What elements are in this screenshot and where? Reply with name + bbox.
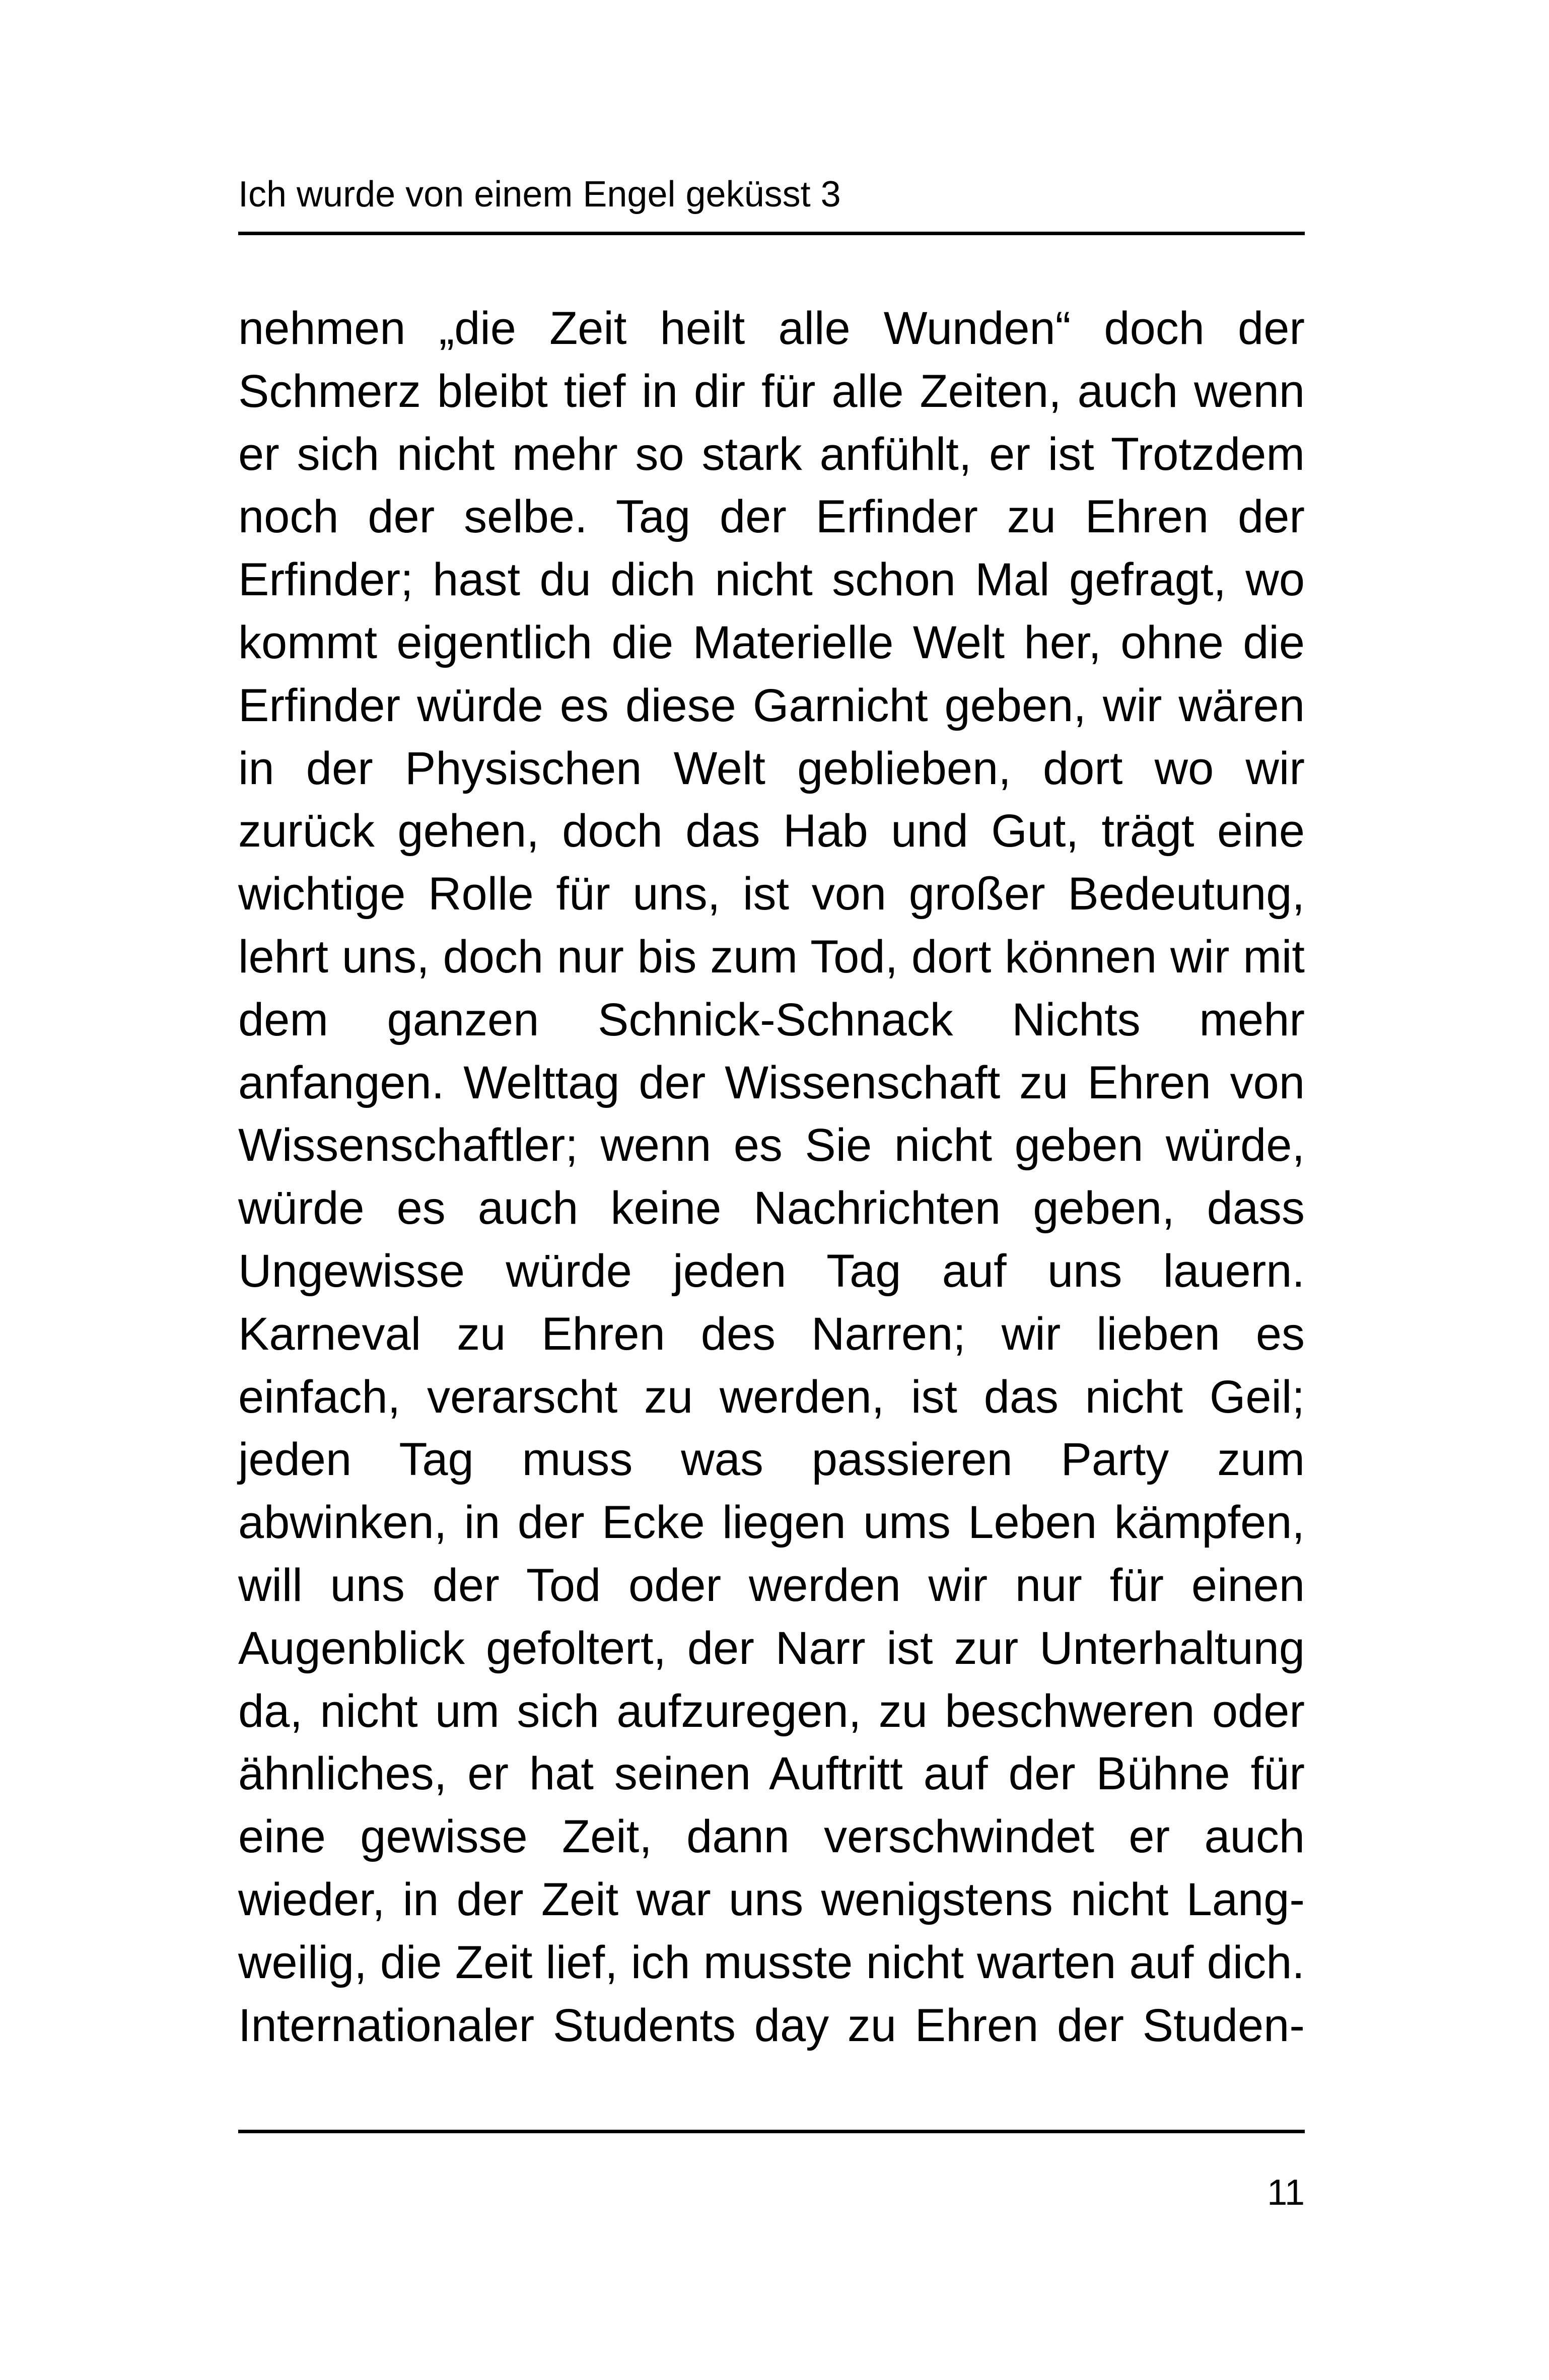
body-line: kommt eigentlich die Materielle Welt her, ohne die bbox=[238, 616, 1305, 668]
body-line: weilig, die Zeit lief, ich musste nicht warten auf dich. bbox=[238, 1936, 1305, 1988]
body-line: Augenblick gefoltert, der Narr ist zur Unterhaltung bbox=[238, 1622, 1305, 1674]
body-line: Erfinder; hast du dich nicht schon Mal gefragt, wo bbox=[238, 554, 1305, 606]
body-line: zurück gehen, doch das Hab und Gut, trägt eine bbox=[238, 805, 1305, 857]
body-line: Karneval zu Ehren des Narren; wir lieben es bbox=[238, 1308, 1305, 1360]
body-line: ähnliches, er hat seinen Auftritt auf der Bühne für bbox=[238, 1748, 1305, 1800]
body-line: da, nicht um sich aufzuregen, zu beschweren oder bbox=[238, 1685, 1305, 1737]
body-line: würde es auch keine Nachrichten geben, dass bbox=[238, 1182, 1305, 1234]
body-line: Internationaler Students day zu Ehren der Studen- bbox=[238, 1999, 1305, 2051]
body-line: abwinken, in der Ecke liegen ums Leben kämpfen, bbox=[238, 1497, 1305, 1549]
body-line: lehrt uns, doch nur bis zum Tod, dort können wir mit bbox=[238, 931, 1305, 983]
body-line: Schmerz bleibt tief in dir für alle Zeiten, auch wenn bbox=[238, 365, 1305, 417]
page-number: 11 bbox=[1267, 2173, 1305, 2213]
header-rule bbox=[238, 232, 1305, 235]
body-line: Ungewisse würde jeden Tag auf uns lauern. bbox=[238, 1245, 1305, 1297]
body-line: nehmen „die Zeit heilt alle Wunden“ doch der bbox=[238, 303, 1305, 354]
body-line: anfangen. Welttag der Wissenschaft zu Ehren von bbox=[238, 1057, 1305, 1108]
body-line: eine gewisse Zeit, dann verschwindet er auch bbox=[238, 1811, 1305, 1863]
body-line: Erfinder würde es diese Garnicht geben, wir wären bbox=[238, 679, 1305, 731]
body-line: dem ganzen Schnick-Schnack Nichts mehr bbox=[238, 994, 1305, 1045]
body-line: einfach, verarscht zu werden, ist das nicht Geil; bbox=[238, 1371, 1305, 1423]
body-line: wichtige Rolle für uns, ist von großer Bedeutung, bbox=[238, 868, 1305, 920]
body-line: er sich nicht mehr so stark anfühlt, er ist Trotzdem bbox=[238, 428, 1305, 480]
body-line: will uns der Tod oder werden wir nur für einen bbox=[238, 1559, 1305, 1611]
body-line: wieder, in der Zeit war uns wenigstens nicht Lang- bbox=[238, 1873, 1305, 1925]
running-header-title: Ich wurde von einem Engel geküsst 3 bbox=[238, 174, 841, 215]
body-line: Wissenschaftler; wenn es Sie nicht geben würde, bbox=[238, 1119, 1305, 1171]
body-line: jeden Tag muss was passieren Party zum bbox=[238, 1434, 1305, 1486]
footer-rule bbox=[238, 2130, 1305, 2133]
body-line: in der Physischen Welt geblieben, dort wo wir bbox=[238, 742, 1305, 794]
body-text bbox=[238, 297, 1305, 2057]
body-line: noch der selbe. Tag der Erfinder zu Ehren der bbox=[238, 491, 1305, 543]
